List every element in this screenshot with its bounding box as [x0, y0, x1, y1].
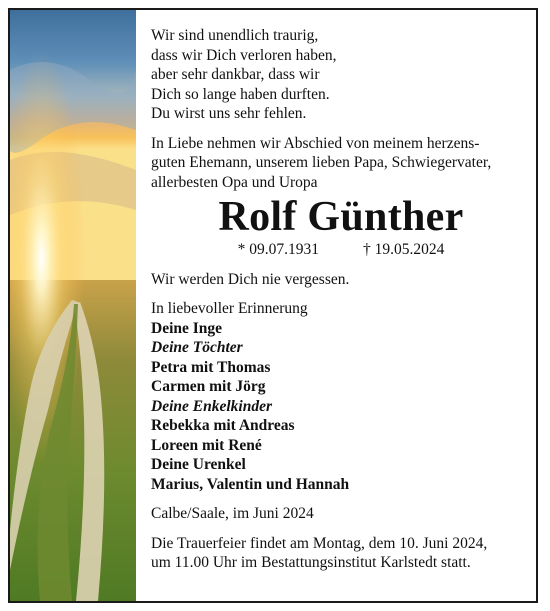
mourner-line: Carmen mit Jörg: [151, 378, 266, 395]
poem-line: Wir sind unendlich traurig,: [151, 27, 319, 44]
intro-line: allerbesten Opa und Uropa: [151, 173, 318, 191]
farewell-intro: [151, 134, 531, 193]
deceased-name: Rolf Günther: [218, 194, 464, 240]
funeral-notice: [151, 534, 531, 573]
mourner-group-heading: Deine Töchter: [151, 339, 243, 356]
intro-line: guten Ehemann, unserem lieben Papa, Schwiegervater,: [151, 154, 492, 171]
sunset-path-image: [10, 10, 136, 601]
obituary-text: [151, 26, 531, 573]
poem-line: dass wir Dich verloren haben,: [151, 46, 337, 64]
obituary-frame: [8, 8, 538, 603]
mourner-group-heading: Deine Enkelkinder: [151, 397, 272, 415]
funeral-line: um 11.00 Uhr im Bestattungsinstitut Karlstedt statt.: [151, 554, 471, 571]
funeral-line: Die Trauerfeier findet am Montag, dem 10. Juni 2024,: [151, 534, 488, 552]
mourner-line: Marius, Valentin und Hannah: [151, 475, 350, 493]
mourner-line: Deine Urenkel: [151, 456, 246, 473]
poem-line: aber sehr dankbar, dass wir: [151, 66, 320, 83]
mourner-line: Petra mit Thomas: [151, 358, 271, 376]
poem-line: Du wirst uns sehr fehlen.: [151, 105, 307, 122]
mourner-line: Deine Inge: [151, 319, 223, 337]
mourner-line: Rebekka mit Andreas: [151, 417, 295, 434]
motto: Wir werden Dich nie vergessen.: [151, 270, 350, 288]
mourner-line: Loreen mit René: [151, 436, 262, 454]
poem: [151, 26, 531, 124]
intro-line: In Liebe nehmen wir Abschied von meinem herzens-: [151, 134, 480, 152]
memory-intro: In liebevoller Erinnerung: [151, 300, 308, 317]
poem-line: Dich so lange haben durften.: [151, 85, 330, 103]
place-date: Calbe/Saale, im Juni 2024: [151, 505, 314, 522]
death-date: † 19.05.2024: [363, 241, 445, 258]
life-dates: [151, 240, 531, 260]
birth-date: * 09.07.1931: [237, 241, 319, 258]
mourners-list: [151, 319, 531, 495]
